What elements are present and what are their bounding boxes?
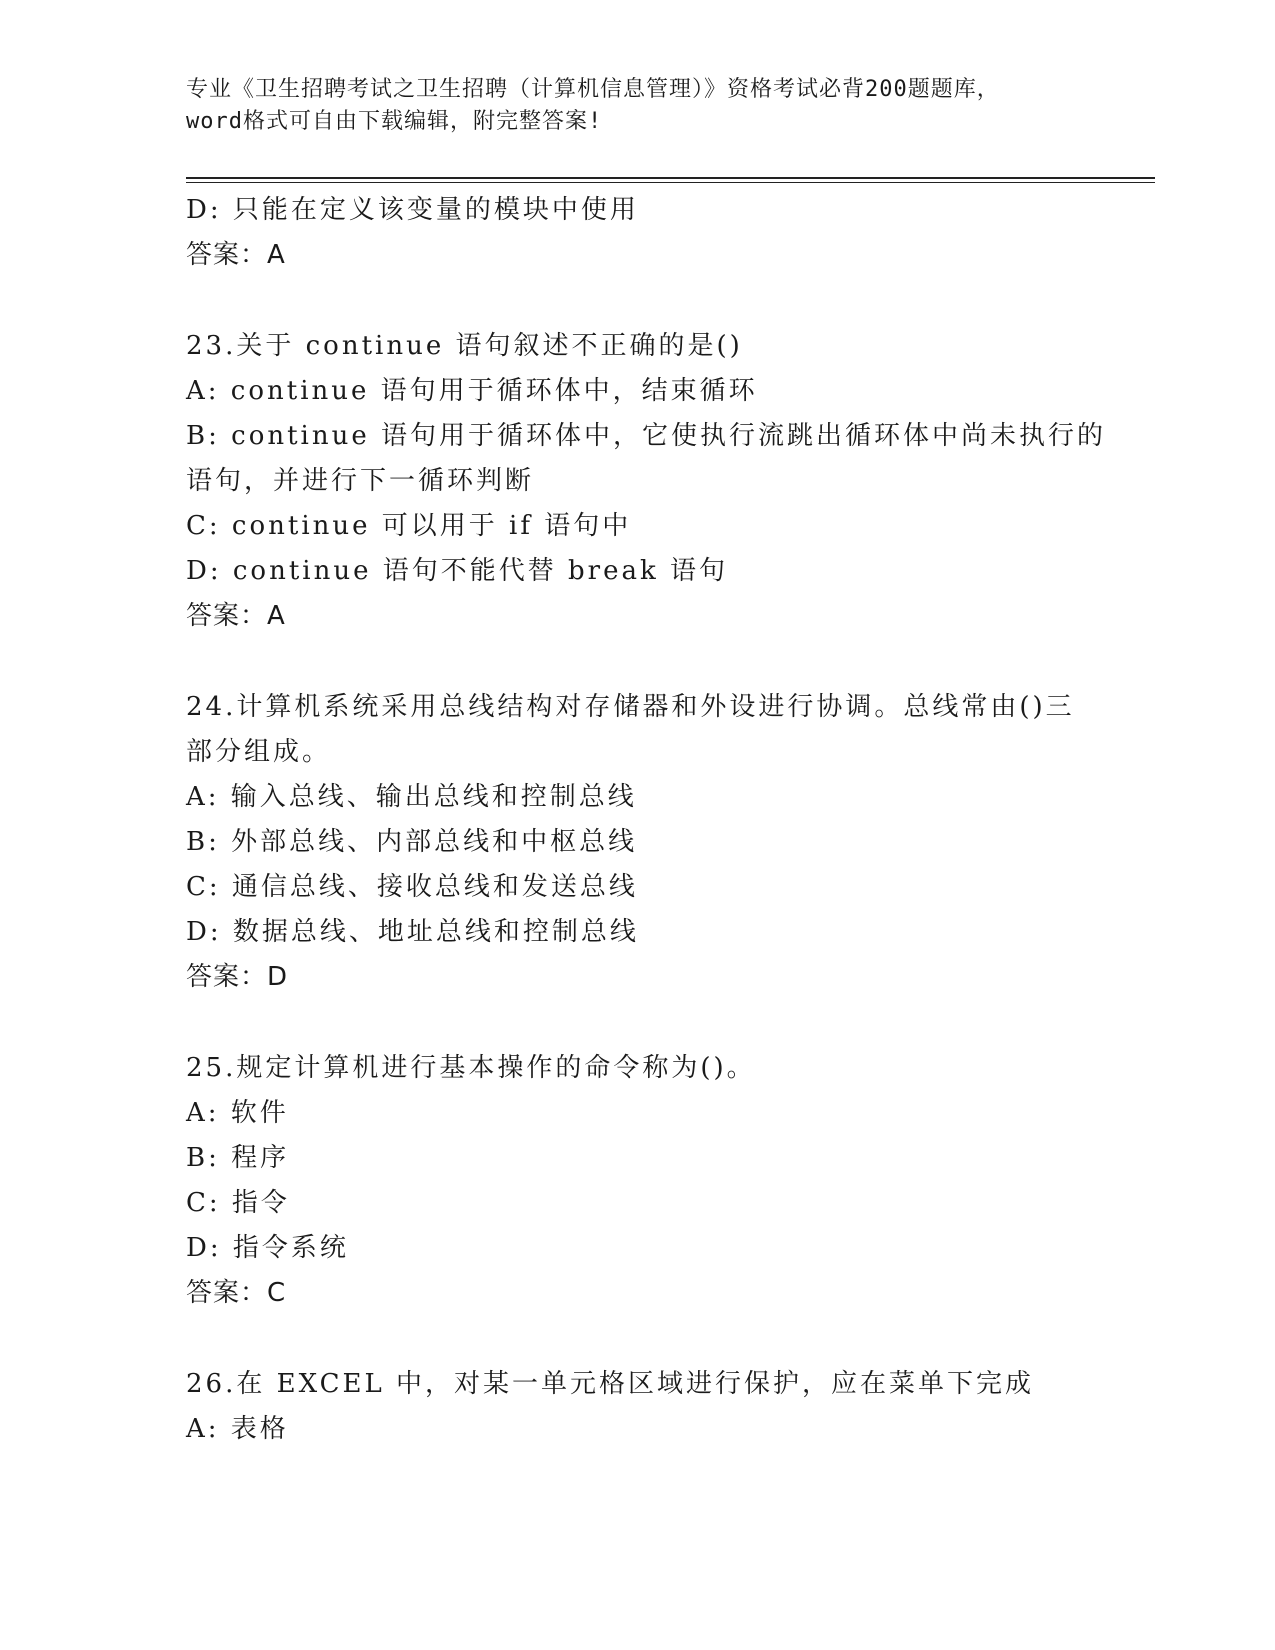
question-24	[186, 685, 1086, 1000]
answer-line: 答案：C	[186, 1278, 287, 1308]
option-d: D: continue 语句不能代替 break 语句	[186, 556, 728, 586]
question-stem-continued: 部分组成。	[186, 737, 332, 767]
option-c: C: continue 可以用于 if 语句中	[186, 511, 632, 541]
option-a: A: 软件	[186, 1098, 289, 1128]
option-d: D: 指令系统	[186, 1233, 349, 1263]
question-list	[186, 188, 1106, 1452]
question-26	[186, 1362, 1086, 1452]
spacer	[186, 1316, 1086, 1362]
question-stem: 25.规定计算机进行基本操作的命令称为()。	[186, 1053, 756, 1083]
answer-line: 答案：A	[186, 601, 286, 631]
option-b: B: continue 语句用于循环体中，它使执行流跳出循环体中尚未执行的	[186, 421, 1106, 451]
question-stem: 24.计算机系统采用总线结构对存储器和外设进行协调。总线常由()三	[186, 692, 1075, 722]
question-25	[186, 1046, 1086, 1316]
question-stem: 26.在 EXCEL 中，对某一单元格区域进行保护，应在菜单下完成	[186, 1369, 1035, 1399]
option-b: B: 程序	[186, 1143, 290, 1173]
spacer	[186, 1000, 1086, 1046]
option-c: C: 通信总线、接收总线和发送总线	[186, 872, 638, 902]
spacer	[186, 639, 1086, 685]
option-a: A: 表格	[186, 1414, 289, 1444]
option-b: B: 外部总线、内部总线和中枢总线	[186, 827, 638, 857]
option-a: A: 输入总线、输出总线和控制总线	[186, 782, 637, 812]
header-title-line-2: word格式可自由下载编辑，附完整答案!	[186, 109, 603, 134]
document-header	[186, 74, 1086, 138]
option-d: D: 数据总线、地址总线和控制总线	[186, 917, 639, 947]
spacer	[186, 278, 1086, 324]
header-divider-thick	[186, 177, 1155, 179]
option-b-continued: 语句，并进行下一循环判断	[186, 466, 535, 496]
option-c: C: 指令	[186, 1188, 290, 1218]
header-divider-thin	[186, 182, 1155, 183]
answer-line: 答案：D	[186, 962, 289, 992]
answer-line: 答案：A	[186, 240, 286, 270]
header-title-line-1: 专业《卫生招聘考试之卫生招聘（计算机信息管理）》资格考试必背200题题库，	[186, 77, 1000, 102]
question-stem: 23.关于 continue 语句叙述不正确的是()	[186, 331, 743, 361]
question-23	[186, 324, 1106, 639]
option-d: D: 只能在定义该变量的模块中使用	[186, 195, 639, 225]
option-a: A: continue 语句用于循环体中，结束循环	[186, 376, 758, 406]
question-22-tail	[186, 188, 1086, 278]
